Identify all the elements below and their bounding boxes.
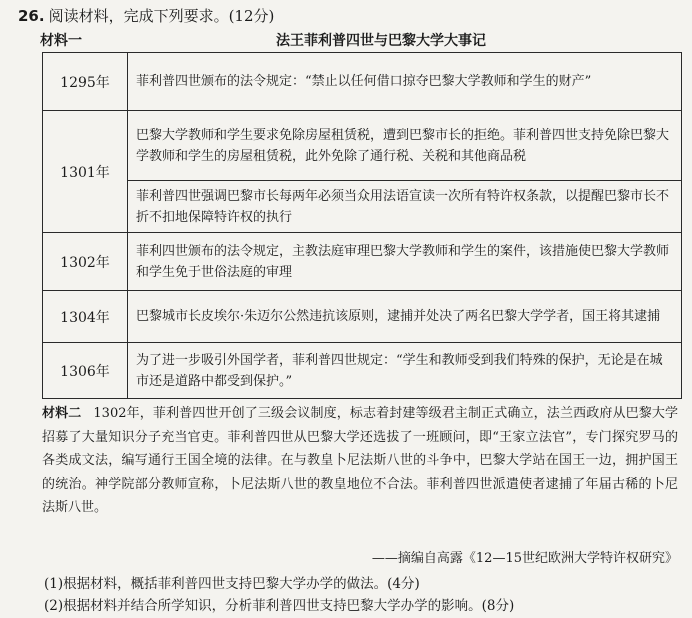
table-row — [43, 233, 682, 291]
table-row — [43, 291, 682, 343]
question-prompt: 阅读材料，完成下列要求。(12分) — [48, 7, 275, 25]
row-entry: 巴黎城市长皮埃尔·朱迈尔公然违抗该原则，逮捕并处决了两名巴黎大学学者，国王将其逮捕 — [128, 291, 682, 343]
row-year: 1295年 — [43, 53, 128, 111]
row-year: 1301年 — [43, 111, 128, 233]
table-row — [43, 343, 682, 399]
row-entry: 菲利四世颁布的法令规定，主教法庭审理巴黎大学教师和学生的案件，该措施使巴黎大学教师和学生免于世俗法庭的审理 — [128, 233, 682, 291]
material2-label: 材料二 — [42, 406, 82, 421]
question-header — [18, 6, 678, 26]
row-entry: 菲利普四世强调巴黎市长每两年必须当众用法语宣读一次所有特许权条款，以提醒巴黎市长不折不扣地保障特许权的执行 — [128, 181, 682, 233]
events-table — [42, 52, 682, 399]
row-entry: 巴黎大学教师和学生要求免除房屋租赁税，遭到巴黎市长的拒绝。菲利普四世支持免除巴黎大学教师和学生的房屋租赁税，此外免除了通行税、关税和其他商品税 — [128, 111, 682, 181]
material2-source: ——摘编自高露《12—15世纪欧洲大学特许权研究》 — [371, 551, 678, 566]
row-year: 1304年 — [43, 291, 128, 343]
material2 — [42, 402, 678, 520]
row-entry: 菲利普四世颁布的法令规定：“禁止以任何借口掠夺巴黎大学教师和学生的财产” — [128, 53, 682, 111]
question-number: 26. — [18, 7, 45, 25]
sub-question-2: (2)根据材料并结合所学知识，分析菲利普四世支持巴黎大学办学的影响。(8分) — [44, 598, 515, 614]
material1-label: 材料一 — [40, 33, 82, 49]
material2-text: 1302年，菲利普四世开创了三级会议制度，标志着封建等级君主制正式确立，法兰西政府从巴黎大学招募了大量知识分子充当官吏。菲利普四世从巴黎大学还选拔了一班顾问，即“王家立法官”，专门探究罗马的各类成文法，编写通行王国全境的法律。在与教皇卜尼法斯八世的斗争中，巴黎大学站在国王一边，拥护国王的统治。神学院部分教师宣称，卜尼法斯八世的教皇地位不合法。菲利普四世派遣使者逮捕了年届古稀的卜尼法斯八世。 — [42, 406, 678, 515]
sub-question-1: (1)根据材料，概括菲利普四世支持巴黎大学办学的做法。(4分) — [44, 576, 420, 592]
row-entry: 为了进一步吸引外国学者，菲利普四世规定：“学生和教师受到我们特殊的保护，无论是在城市还是道路中都受到保护。” — [128, 343, 682, 399]
material1-title: 法王菲利普四世与巴黎大学大事记 — [276, 33, 486, 49]
row-year: 1306年 — [43, 343, 128, 399]
table-row — [43, 53, 682, 111]
row-year: 1302年 — [43, 233, 128, 291]
table-row — [43, 181, 682, 233]
table-row — [43, 111, 682, 181]
